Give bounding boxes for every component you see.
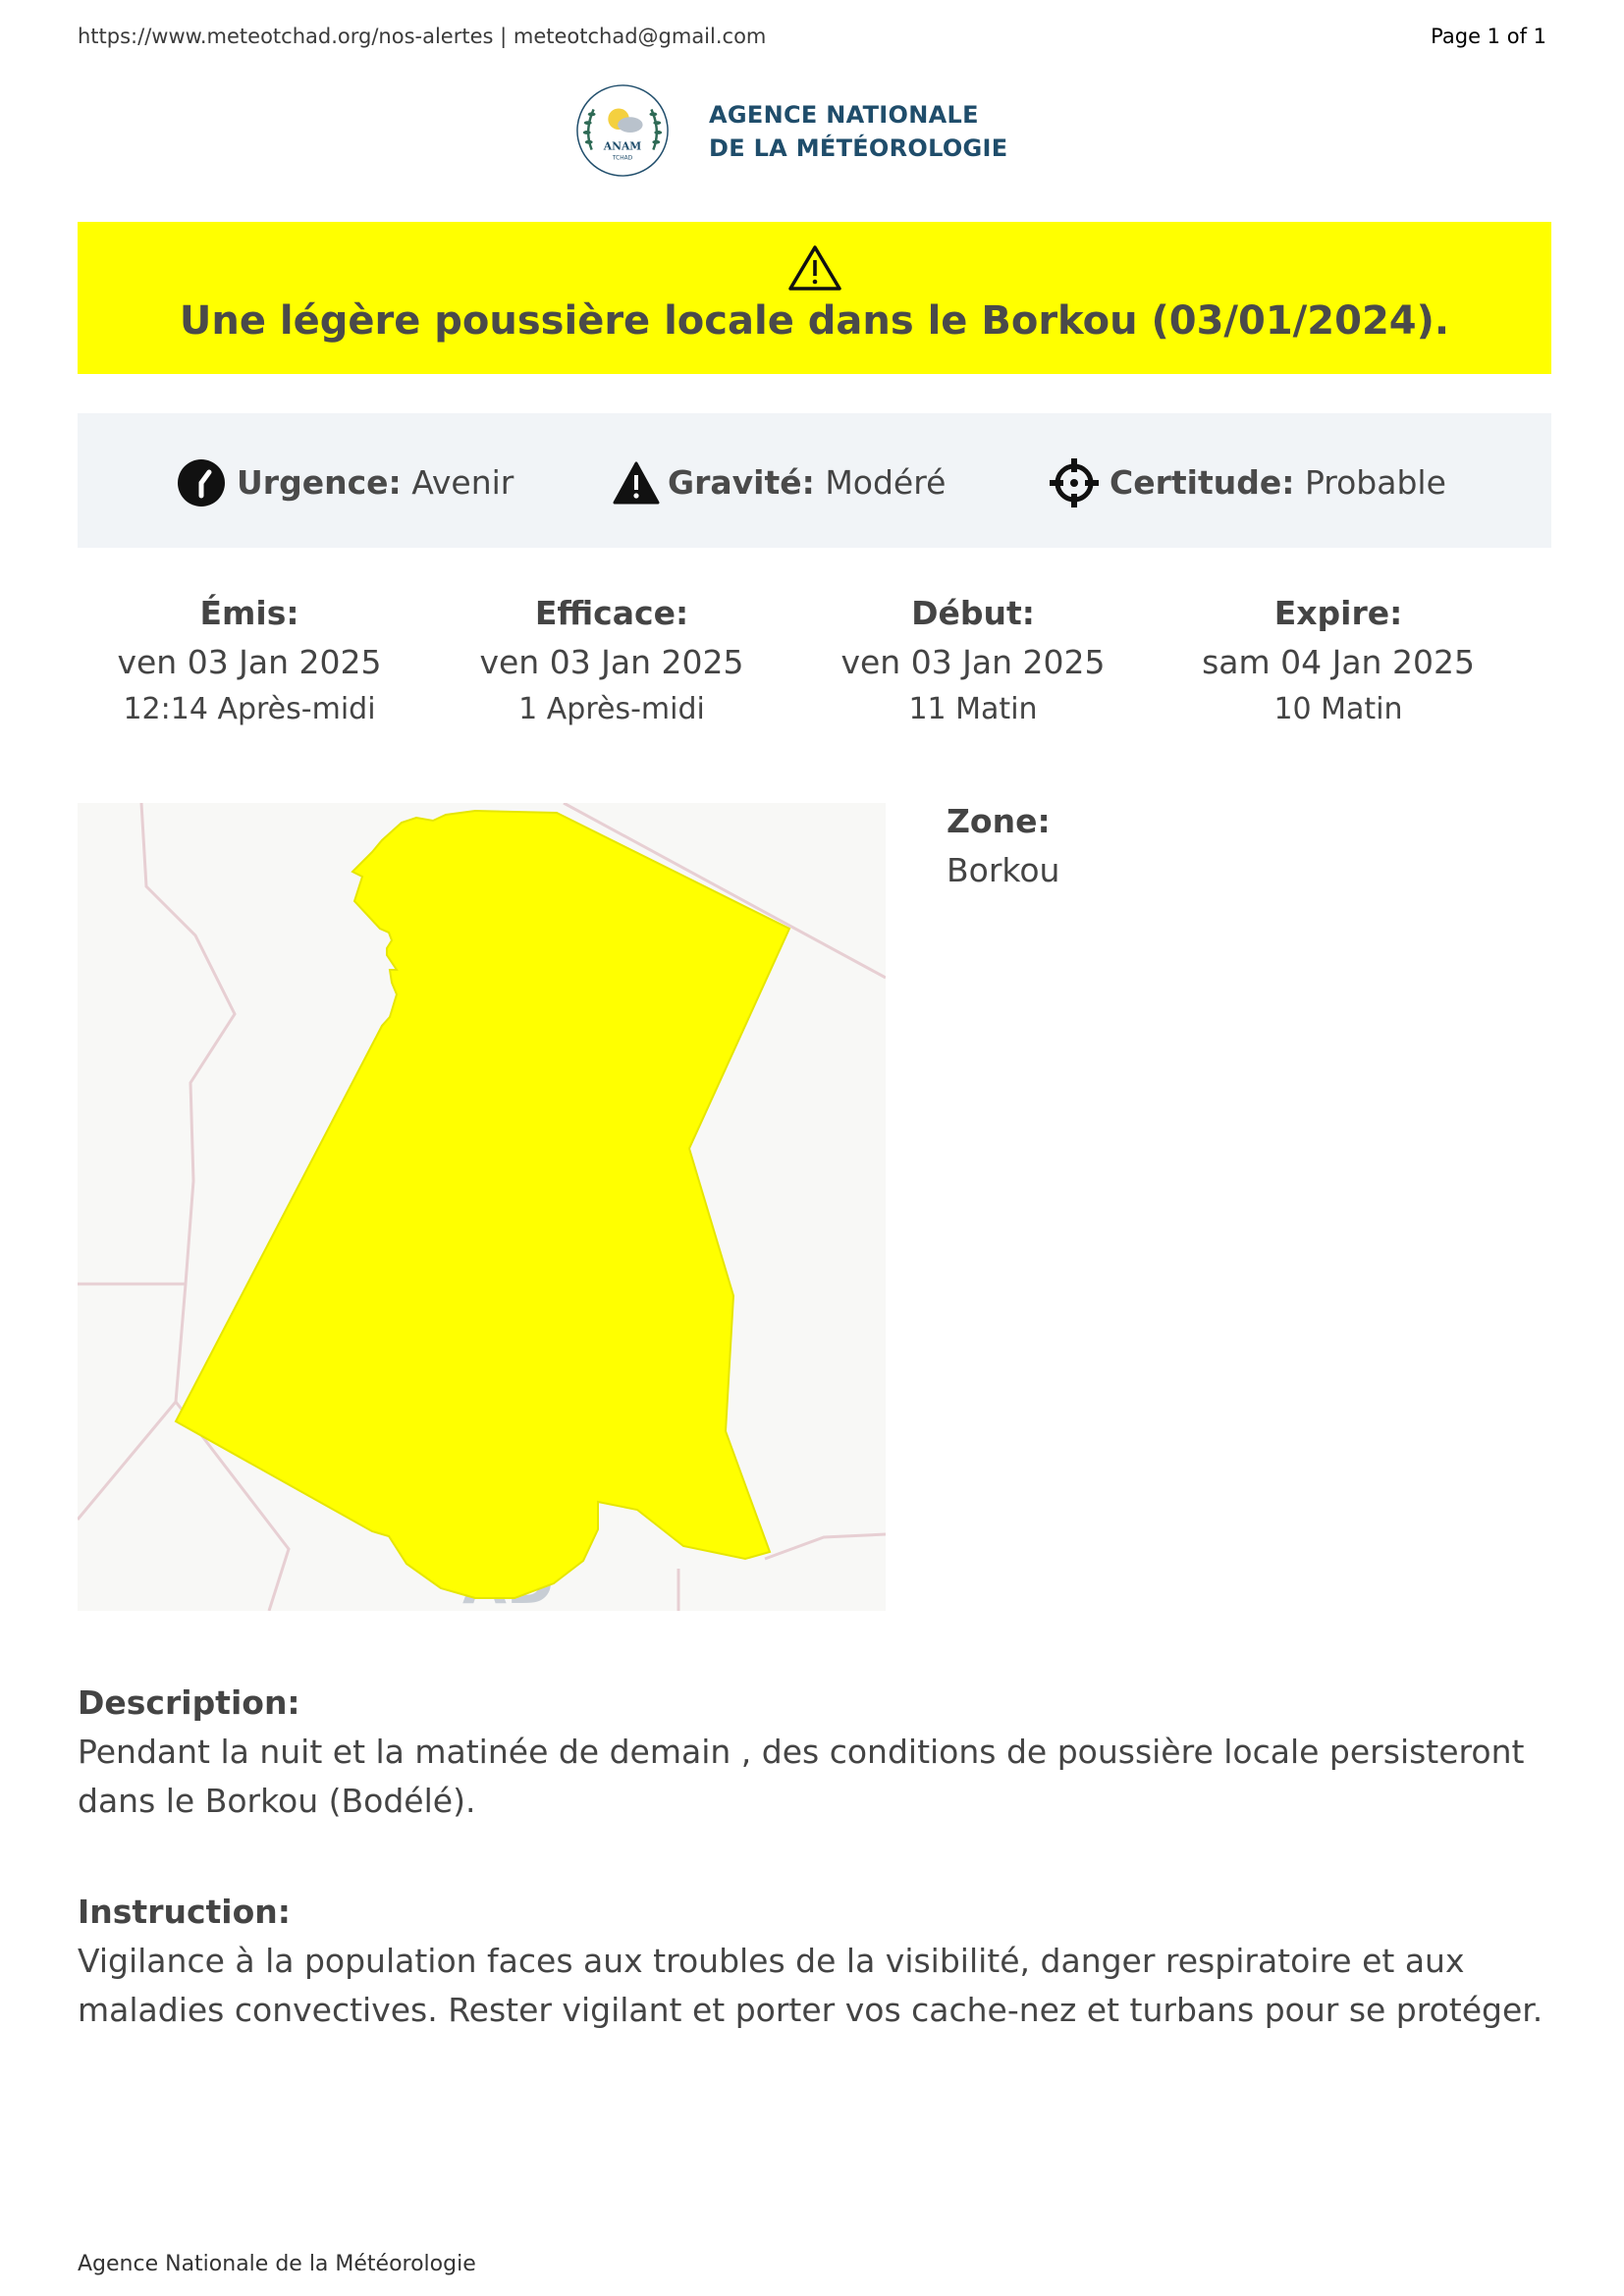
time-label: Efficace: <box>534 594 689 632</box>
warning-icon <box>613 458 660 507</box>
logo-wordmark <box>709 98 1008 165</box>
description-text: Pendant la nuit et la matinée de demain , des conditions de poussière locale persisteront dans le Borkou (Bodélé). <box>78 1733 1525 1820</box>
time-hour: 10 Matin <box>1273 692 1403 726</box>
instruction-text: Vigilance à la population faces aux troubles de la visibilité, danger respiratoire et aux maladies convectives. Rester vigilant et porter vos cache-nez et turbans pour se protéger. <box>78 1942 1543 2029</box>
anam-seal-icon <box>574 82 671 179</box>
time-hour: 1 Après-midi <box>518 692 705 726</box>
time-label: Début: <box>911 594 1035 632</box>
instruction-label: Instruction: <box>78 1893 291 1931</box>
time-date: sam 04 Jan 2025 <box>1202 643 1475 681</box>
source-url: https://www.meteotchad.org/nos-alertes | meteotchad@gmail.com <box>78 25 767 48</box>
zone-label: Zone: <box>947 802 1051 840</box>
instruction-section <box>78 1888 1551 2035</box>
page-footer: Agence Nationale de la Météorologie <box>78 2252 476 2276</box>
urgency-value: Avenir <box>411 463 514 502</box>
severity-value: Modéré <box>825 463 947 502</box>
time-date: ven 03 Jan 2025 <box>479 643 744 681</box>
zone-value: Borkou <box>947 851 1060 889</box>
time-hour: 12:14 Après-midi <box>123 692 376 726</box>
crosshair-icon <box>1050 458 1099 507</box>
page-header <box>78 25 1546 54</box>
time-issued <box>73 589 426 732</box>
time-onset <box>796 589 1150 732</box>
alert-meta-bar <box>78 413 1551 548</box>
time-date: ven 03 Jan 2025 <box>840 643 1106 681</box>
alert-title: Une légère poussière locale dans le Borkou (03/01/2024). <box>179 298 1450 344</box>
logo-line-2: DE LA MÉTÉOROLOGIE <box>709 134 1008 162</box>
page-number: Page 1 of 1 <box>1431 25 1546 48</box>
time-hour: 11 Matin <box>908 692 1038 726</box>
seal-subtext: TCHAD <box>612 155 633 162</box>
zone-info <box>947 797 1059 895</box>
time-expires <box>1162 589 1515 732</box>
time-effective <box>435 589 788 732</box>
warning-triangle-icon <box>787 243 842 293</box>
seal-text: ANAM <box>603 139 642 153</box>
time-label: Émis: <box>199 594 299 632</box>
description-label: Description: <box>78 1683 300 1722</box>
certainty-value: Probable <box>1304 463 1446 502</box>
anam-logo <box>569 79 1060 182</box>
time-date: ven 03 Jan 2025 <box>117 643 382 681</box>
description-section <box>78 1679 1551 1826</box>
alert-banner <box>78 222 1551 374</box>
urgency-label: Urgence: <box>237 463 402 502</box>
clock-icon <box>177 458 226 507</box>
alert-zone-map <box>78 803 886 1611</box>
severity-label: Gravité: <box>668 463 815 502</box>
time-label: Expire: <box>1273 594 1403 632</box>
alert-times <box>78 589 1551 736</box>
logo-line-1: AGENCE NATIONALE <box>709 101 979 129</box>
certainty-label: Certitude: <box>1110 463 1295 502</box>
